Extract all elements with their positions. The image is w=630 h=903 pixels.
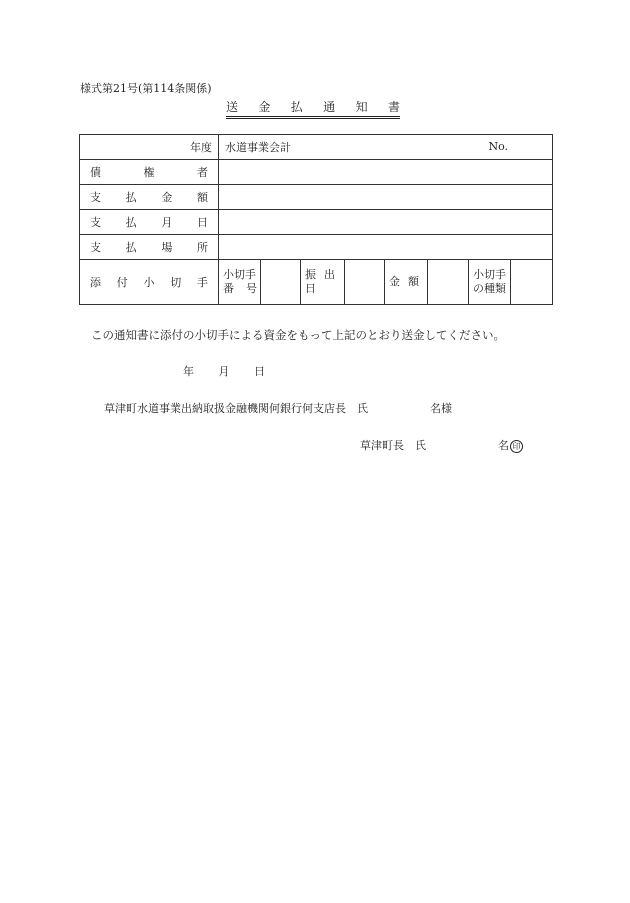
title-char: 送 xyxy=(226,100,239,114)
creditor-row xyxy=(80,160,553,185)
issue-date-field[interactable] xyxy=(345,260,385,305)
creditor-field[interactable] xyxy=(219,160,553,185)
title-char: 金 xyxy=(258,100,271,114)
remittance-form-table xyxy=(79,134,553,305)
year-char: 年 xyxy=(183,365,194,378)
fiscal-year-label: 年度 xyxy=(80,135,219,160)
month-char: 月 xyxy=(218,365,230,378)
fiscal-year-row xyxy=(80,135,553,160)
attached-check-label: 添 付 小 切 手 xyxy=(80,260,219,305)
issue-date-label: 振 出 日 xyxy=(301,260,345,305)
check-type-label: 小切手 の種類 xyxy=(469,260,511,305)
bank-addressee: 草津町水道事業出納取扱金融機関何銀行何支店長 氏 xyxy=(104,402,368,415)
date-line xyxy=(183,363,265,379)
form-number: 様式第21号(第114条関係) xyxy=(80,82,212,95)
document-no-label: No. xyxy=(488,140,508,153)
account-name: 水道事業会計 xyxy=(225,141,291,154)
remittance-instruction: この通知書に添付の小切手による資金をもって上記のとおり送金してください。 xyxy=(91,328,505,342)
bank-addressee-suffix: 名様 xyxy=(430,402,452,415)
payment-date-field[interactable] xyxy=(219,210,553,235)
payment-amount-field[interactable] xyxy=(219,185,553,210)
creditor-label: 債 権 者 xyxy=(80,160,219,185)
payment-place-row xyxy=(80,235,553,260)
mayor-name-seal: 名 印 xyxy=(498,437,523,453)
payment-date-label: 支 払 月 日 xyxy=(80,210,219,235)
seal-icon: 印 xyxy=(510,440,523,453)
title-char: 通 xyxy=(323,100,336,114)
check-number-field[interactable] xyxy=(261,260,301,305)
check-type-field[interactable] xyxy=(511,260,553,305)
mayor-title: 草津町長 氏 xyxy=(360,439,426,452)
title-char: 知 xyxy=(355,100,368,114)
account-name-cell xyxy=(219,135,553,160)
amount-field[interactable] xyxy=(428,260,469,305)
payment-date-row xyxy=(80,210,553,235)
payment-place-label: 支 払 場 所 xyxy=(80,235,219,260)
title-char: 払 xyxy=(290,100,303,114)
title-char: 書 xyxy=(387,100,400,114)
payment-amount-row xyxy=(80,185,553,210)
attached-check-row xyxy=(80,260,553,305)
check-number-label: 小切手 番 号 xyxy=(219,260,261,305)
payment-place-field[interactable] xyxy=(219,235,553,260)
payment-amount-label: 支 払 金 額 xyxy=(80,185,219,210)
day-char: 日 xyxy=(254,365,265,378)
document-title xyxy=(226,98,400,119)
amount-label: 金 額 xyxy=(385,260,428,305)
